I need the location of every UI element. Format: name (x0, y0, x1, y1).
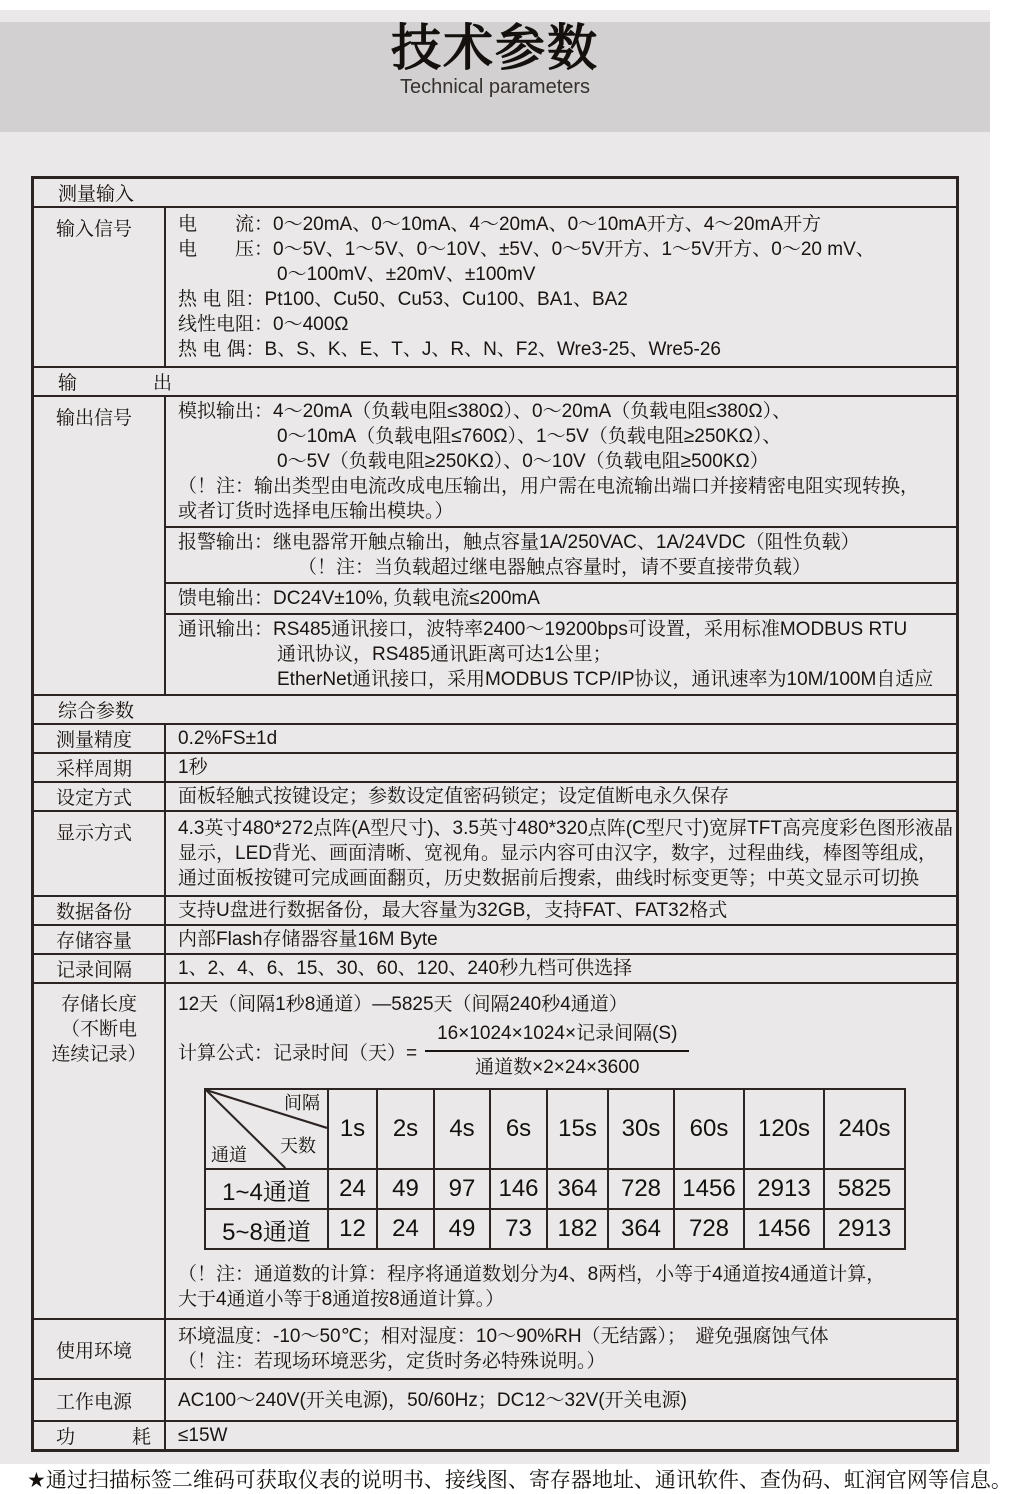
spec-line: 0～10mA（负载电阻≤760Ω）、1～5V（负载电阻≥250KΩ）、 (277, 426, 782, 447)
row-label-environment: 使用环境 (34, 1320, 166, 1378)
row-value-backup (166, 897, 956, 924)
spec-line: 0.2%FS±1d (178, 728, 278, 749)
row-label-setting: 设定方式 (34, 783, 166, 810)
row-label-storage-length (34, 984, 166, 1318)
spec-line: 或者订货时选择电压输出模块。） (178, 501, 454, 522)
grid-data-row (205, 1169, 905, 1209)
grid-corner-days: 天数 (280, 1136, 316, 1156)
spec-line: （！注：若现场环境恶劣，定货时务必特殊说明。） (178, 1351, 606, 1372)
row-value-display (166, 812, 956, 895)
row-label-output-signal: 输出信号 (34, 397, 166, 694)
grid-cell: 146 (490, 1169, 547, 1209)
spec-line: 4.3英寸480*272点阵(A型尺寸)、3.5英寸480*320点阵(C型尺寸)宽屏TFT高亮度彩色图形液晶 (178, 818, 953, 839)
row-label-power: 工作电源 (34, 1380, 166, 1420)
grid-cell: 5825 (824, 1169, 905, 1209)
row-power (34, 1378, 956, 1420)
row-setting (34, 781, 956, 810)
row-backup (34, 895, 956, 924)
section-row-comprehensive (34, 694, 956, 723)
spec-line: ≤15W (178, 1425, 228, 1446)
grid-col-header: 1s (328, 1089, 377, 1169)
grid-col-header: 2s (377, 1089, 434, 1169)
spec-line: （！注：当负载超过继电器触点容量时，请不要直接带负载） (298, 557, 812, 578)
grid-cell: 364 (547, 1169, 608, 1209)
grid-cell: 2913 (824, 1209, 905, 1249)
grid-col-header: 6s (490, 1089, 547, 1169)
spec-line: 显示，LED背光、画面清晰、宽视角。显示内容可由汉字，数字，过程曲线，棒图等组成， (178, 843, 937, 864)
row-label-sampling: 采样周期 (34, 754, 166, 781)
spec-line: 电 压：0～5V、1～5V、0～10V、±5V、0～5V开方、1～5V开方、0～20 mV、 (178, 239, 875, 260)
subrow-comm-output (166, 613, 956, 694)
formula-denominator: 通道数×2×24×3600 (475, 1057, 640, 1078)
grid-row-label: 1~4通道 (205, 1169, 328, 1209)
formula-fraction (425, 1022, 689, 1080)
grid-cell: 24 (377, 1209, 434, 1249)
row-label-input-signal: 输入信号 (34, 208, 166, 366)
spec-line: 环境温度：-10～50℃；相对湿度：10～90%RH（无结露）； 避免强腐蚀气体 (178, 1326, 829, 1347)
storage-label-line: 存储长度 (60, 994, 137, 1015)
storage-label-line: 连续记录） (51, 1044, 147, 1065)
row-consumption (34, 1420, 956, 1449)
spec-line: 热 电 阻：Pt100、Cu50、Cu53、Cu100、BA1、BA2 (178, 289, 628, 310)
grid-cell: 12 (328, 1209, 377, 1249)
spec-line: 通讯输出：RS485通讯接口，波特率2400～19200bps可设置，采用标准MODBUS RTU (178, 619, 908, 640)
storage-label-line: （不断电 (60, 1019, 137, 1040)
subrow-feed-output (166, 582, 956, 613)
row-label-backup: 数据备份 (34, 897, 166, 924)
page-subtitle: Technical parameters (399, 76, 591, 98)
row-output-signal (34, 395, 956, 694)
grid-cell: 49 (434, 1209, 490, 1249)
spec-line: 0～100mV、±20mV、±100mV (277, 264, 536, 285)
spec-table (31, 176, 959, 1452)
row-value-power (166, 1380, 956, 1420)
section-label-measure-input: 测量输入 (58, 184, 135, 205)
spec-line: 报警输出：继电器常开触点输出，触点容量1A/250VAC、1A/24VDC（阻性负载） (178, 532, 860, 553)
subrow-alarm-output (166, 526, 956, 582)
grid-cell: 728 (674, 1209, 744, 1249)
spec-line: 支持U盘进行数据备份，最大容量为32GB，支持FAT、FAT32格式 (178, 900, 728, 921)
spec-line: 1、2、4、6、15、30、60、120、240秒九档可供选择 (178, 958, 633, 979)
grid-header-row (205, 1089, 905, 1169)
grid-cell: 1456 (744, 1209, 824, 1249)
grid-cell: 24 (328, 1169, 377, 1209)
grid-cell: 49 (377, 1169, 434, 1209)
grid-col-header: 30s (608, 1089, 674, 1169)
spec-line: AC100～240V(开关电源)，50/60Hz；DC12～32V(开关电源) (178, 1389, 687, 1411)
spec-line: EtherNet通讯接口，采用MODBUS TCP/IP协议，通讯速率为10M/100M自适应 (277, 669, 934, 690)
row-value-storage-length (166, 984, 956, 1318)
grid-corner-channel: 通道 (211, 1145, 247, 1165)
row-value-environment (166, 1320, 956, 1378)
section-row-output (34, 366, 956, 395)
grid-cell: 73 (490, 1209, 547, 1249)
spec-line: 电 流：0～20mA、0～10mA、4～20mA、0～10mA开方、4～20mA开方 (178, 214, 822, 235)
row-capacity (34, 924, 956, 953)
row-value-sampling (166, 754, 956, 781)
spec-line: 1秒 (178, 757, 208, 778)
grid-col-header: 15s (547, 1089, 608, 1169)
grid-cell: 97 (434, 1169, 490, 1209)
formula-numerator: 16×1024×1024×记录间隔(S) (425, 1022, 689, 1052)
page-title: 技术参数 (391, 20, 599, 76)
grid-cell: 364 (608, 1209, 674, 1249)
row-label-display: 显示方式 (34, 812, 166, 895)
subrow-analog-output (166, 397, 956, 526)
title-band (0, 22, 990, 132)
footnote: ★通过扫描标签二维码可获取仪表的说明书、接线图、寄存器地址、通讯软件、查伪码、虹润官网等信息。 (27, 1469, 1012, 1492)
row-environment (34, 1318, 956, 1378)
row-value-interval (166, 955, 956, 982)
grid-cell: 1456 (674, 1169, 744, 1209)
spec-line: 面板轻触式按键设定；参数设定值密码锁定；设定值断电永久保存 (178, 786, 730, 807)
spec-line: 通讯协议，RS485通讯距离可达1公里； (277, 644, 612, 665)
row-label-consumption: 功 耗 (34, 1422, 166, 1449)
spec-line: 大于4通道小等于8通道按8通道计算。） (178, 1289, 505, 1310)
row-label-capacity: 存储容量 (34, 926, 166, 953)
grid-col-header: 240s (824, 1089, 905, 1169)
grid-cell: 728 (608, 1169, 674, 1209)
grid-col-header: 120s (744, 1089, 824, 1169)
section-row-measure-input (34, 179, 956, 206)
row-value-capacity (166, 926, 956, 953)
row-value-setting (166, 783, 956, 810)
row-value-accuracy (166, 725, 956, 752)
row-storage-length (34, 982, 956, 1318)
spec-line: 线性电阻：0～400Ω (178, 314, 349, 335)
row-value-consumption (166, 1422, 956, 1449)
storage-formula (178, 1022, 950, 1080)
row-input-signal (34, 206, 956, 366)
row-accuracy (34, 723, 956, 752)
spec-line: 热 电 偶：B、S、K、E、T、J、R、N、F2、Wre3-25、Wre5-26 (178, 339, 721, 360)
grid-corner-cell (205, 1089, 328, 1169)
grid-cell: 182 (547, 1209, 608, 1249)
storage-notes (178, 1262, 950, 1312)
top-strip (0, 0, 990, 10)
section-label-output: 输 出 (58, 373, 173, 394)
grid-data-row (205, 1209, 905, 1249)
grid-corner-interval: 间隔 (284, 1093, 320, 1113)
storage-grid (204, 1088, 906, 1250)
formula-prefix: 计算公式：记录时间（天）= (178, 1042, 418, 1064)
spec-line: （！注：通道数的计算：程序将通道数划分为4、8两档，小等于4通道按4通道计算， (178, 1264, 886, 1285)
row-value-output-signal (166, 397, 956, 694)
spec-line: 通过面板按键可完成画面翻页，历史数据前后搜索，曲线时标变更等；中英文显示可切换 (178, 868, 920, 889)
row-sampling (34, 752, 956, 781)
row-label-accuracy: 测量精度 (34, 725, 166, 752)
row-label-interval: 记录间隔 (34, 955, 166, 982)
spec-line: 内部Flash存储器容量16M Byte (178, 929, 438, 950)
spec-line: 馈电输出：DC24V±10%, 负载电流≤200mA (178, 588, 540, 609)
row-display (34, 810, 956, 895)
grid-col-header: 60s (674, 1089, 744, 1169)
spec-line: 模拟输出：4～20mA（负载电阻≤380Ω）、0～20mA（负载电阻≤380Ω）、 (178, 401, 792, 422)
grid-row-label: 5~8通道 (205, 1209, 328, 1249)
spec-line: 0～5V（负载电阻≥250KΩ）、0～10V（负载电阻≥500KΩ） (277, 451, 769, 472)
spec-line: （！注：输出类型由电流改成电压输出，用户需在电流输出端口并接精密电阻实现转换， (178, 476, 920, 497)
grid-col-header: 4s (434, 1089, 490, 1169)
row-value-input-signal (166, 208, 956, 366)
grid-cell: 2913 (744, 1169, 824, 1209)
row-interval (34, 953, 956, 982)
storage-range: 12天（间隔1秒8通道）—5825天（间隔240秒4通道） (178, 994, 628, 1015)
section-label-comprehensive: 综合参数 (58, 701, 135, 722)
